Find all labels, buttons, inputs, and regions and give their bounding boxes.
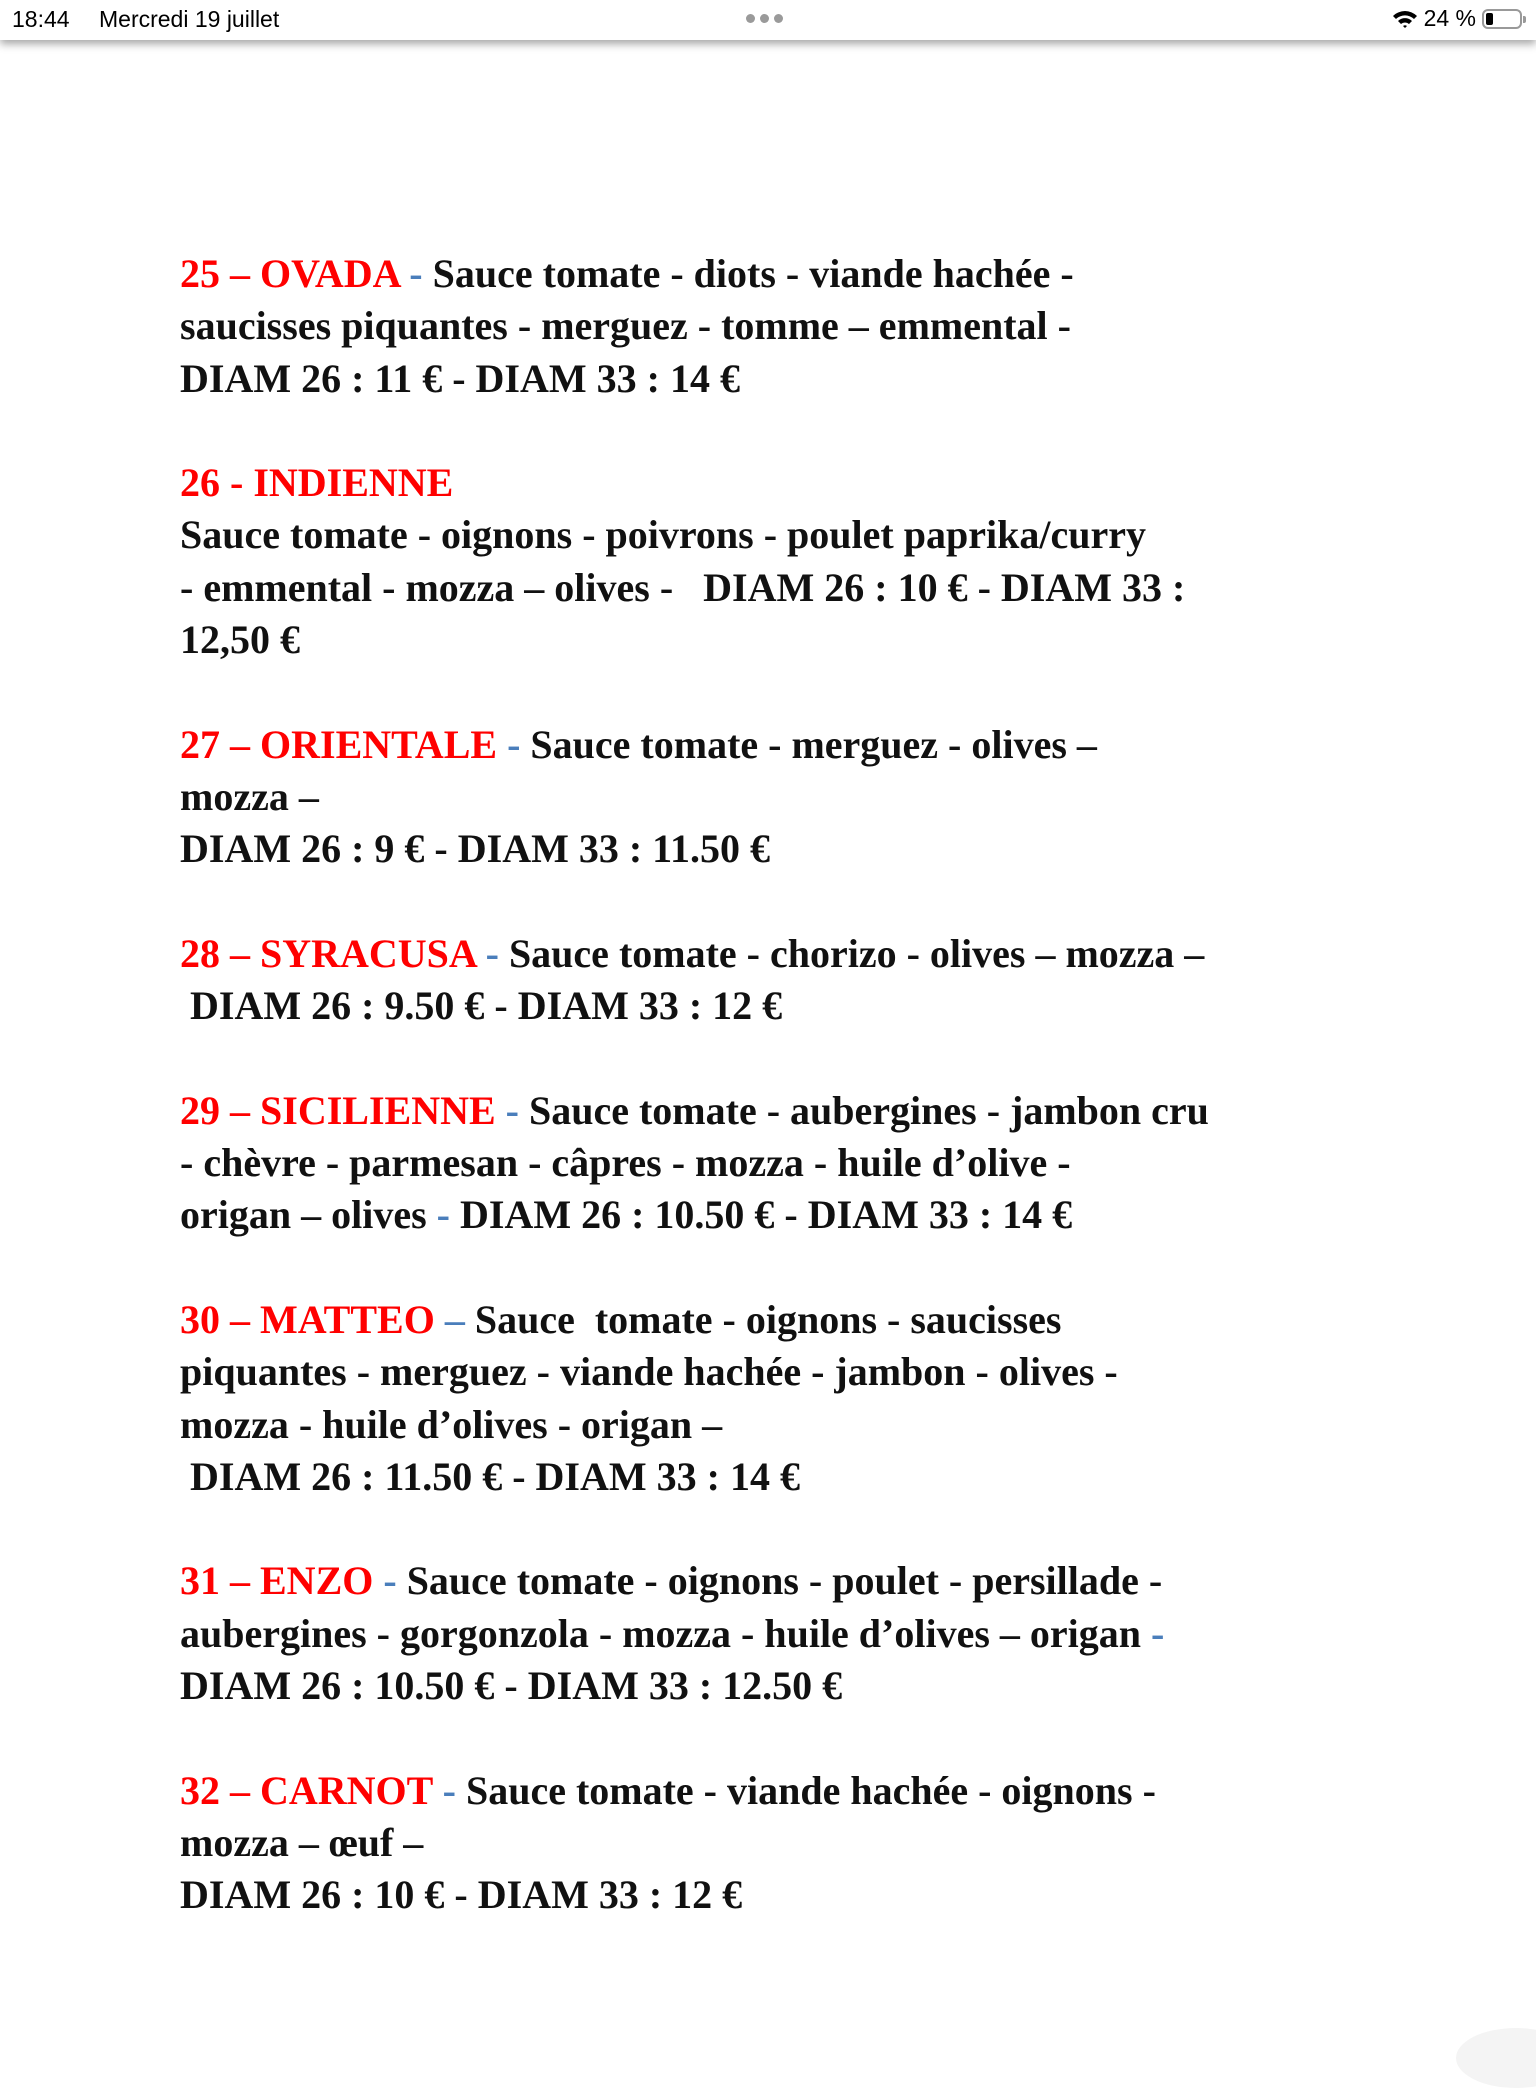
home-indicator-corner	[1456, 2028, 1536, 2088]
pizza-description: saucisses piquantes - merguez - tomme – emmental -	[180, 303, 1071, 349]
wifi-icon	[1392, 9, 1418, 29]
pizza-description: Sauce tomate - viande hachée - oignons -	[465, 1767, 1156, 1813]
menu-item-line	[180, 1608, 1209, 1660]
separator: –	[434, 1296, 475, 1342]
menu-item-line	[180, 300, 1209, 352]
separator: -	[373, 1558, 407, 1604]
menu-item-indienne	[180, 457, 1209, 718]
pizza-description: DIAM 26 : 9.50 € - DIAM 33 : 12 €	[180, 983, 783, 1029]
menu-item-line	[180, 562, 1209, 614]
menu-item-line	[180, 457, 1209, 509]
pizza-description: Sauce tomate - merguez - olives –	[530, 721, 1097, 767]
separator: -	[475, 930, 509, 976]
pizza-description: 12,50 €	[180, 617, 300, 663]
menu-item-line	[180, 353, 1209, 405]
pizza-title: 32 – CARNOT	[180, 1767, 433, 1813]
pizza-description: Sauce tomate - oignons - poivrons - poulet paprika/curry	[180, 512, 1146, 558]
separator: -	[399, 251, 433, 296]
pizza-description: piquantes - merguez - viande hachée - jambon - olives -	[180, 1349, 1118, 1395]
menu-item-carnot	[180, 1765, 1209, 1922]
pizza-description: DIAM 26 : 10.50 € - DIAM 33 : 14 €	[460, 1192, 1073, 1238]
pizza-title: 25 – OVADA	[180, 251, 400, 296]
menu-item-line	[180, 1399, 1209, 1451]
pizza-description: mozza - huile d’olives - origan –	[180, 1401, 723, 1447]
menu-item-sicilienne	[180, 1085, 1209, 1294]
pizza-title: 31 – ENZO	[180, 1558, 374, 1604]
menu-item-orientale	[180, 719, 1209, 928]
menu-item-line	[180, 823, 1209, 875]
pizza-description: DIAM 26 : 10 € - DIAM 33 : 12 €	[180, 1872, 743, 1918]
pizza-description: aubergines - gorgonzola - mozza - huile d’olives – origan	[180, 1610, 1142, 1656]
pizza-description: DIAM 26 : 11.50 € - DIAM 33 : 14 €	[180, 1453, 800, 1499]
status-date: Mercredi 19 juillet	[99, 6, 280, 32]
pizza-title: 27 – ORIENTALE	[180, 721, 498, 767]
menu-item-line	[180, 1085, 1209, 1137]
spacer	[180, 1032, 1209, 1084]
menu-item-line	[180, 1869, 1209, 1921]
separator: -	[1141, 1610, 1165, 1656]
menu-item-line	[180, 1137, 1209, 1189]
spacer	[180, 1503, 1209, 1555]
menu-item-line	[180, 719, 1209, 771]
spacer	[180, 876, 1209, 928]
menu-item-matteo	[180, 1294, 1209, 1555]
more-dots-icon[interactable]	[746, 8, 783, 23]
pizza-description: mozza –	[180, 773, 319, 819]
menu-item-line	[180, 1660, 1209, 1712]
pizza-description: - emmental - mozza – olives - DIAM 26 : 10 € - DIAM 33 :	[180, 564, 1186, 610]
menu-item-line	[180, 771, 1209, 823]
menu-item-line	[180, 509, 1209, 561]
menu-item-syracusa	[180, 928, 1209, 1085]
pizza-description: DIAM 26 : 10.50 € - DIAM 33 : 12.50 €	[180, 1663, 843, 1709]
separator: -	[432, 1767, 466, 1813]
status-time: 18:44	[12, 6, 70, 32]
menu-item-line	[180, 1451, 1209, 1503]
spacer	[180, 1712, 1209, 1764]
menu-item-line	[180, 1765, 1209, 1817]
battery-percent: 24 %	[1423, 5, 1476, 31]
menu-item-line	[180, 1294, 1209, 1346]
pizza-description: - chèvre - parmesan - câpres - mozza - huile d’olive -	[180, 1140, 1071, 1186]
spacer	[180, 405, 1209, 457]
menu-item-enzo	[180, 1555, 1209, 1764]
pizza-title: 26 - INDIENNE	[180, 460, 454, 506]
menu-item-line	[180, 1555, 1209, 1607]
pizza-description: Sauce tomate - diots - viande hachée -	[432, 251, 1074, 296]
battery-icon	[1482, 9, 1522, 29]
menu-item-ovada	[180, 248, 1209, 457]
pizza-description: DIAM 26 : 11 € - DIAM 33 : 14 €	[180, 355, 740, 401]
pizza-description: origan – olives	[180, 1192, 427, 1238]
menu-item-line	[180, 928, 1209, 980]
menu-item-line	[180, 1817, 1209, 1869]
pizza-description: Sauce tomate - oignons - poulet - persillade -	[406, 1558, 1163, 1604]
pizza-description: DIAM 26 : 9 € - DIAM 33 : 11.50 €	[180, 826, 770, 872]
spacer	[180, 666, 1209, 718]
pizza-menu	[180, 248, 1209, 1922]
menu-item-line	[180, 980, 1209, 1032]
separator: -	[426, 1192, 460, 1238]
spacer	[180, 1242, 1209, 1294]
pizza-description: Sauce tomate - chorizo - olives – mozza –	[508, 930, 1205, 976]
menu-item-line	[180, 614, 1209, 666]
separator: -	[497, 721, 531, 767]
menu-item-line	[180, 248, 1209, 300]
pizza-title: 29 – SICILIENNE	[180, 1087, 496, 1133]
pizza-title: 30 – MATTEO	[180, 1296, 435, 1342]
menu-item-line	[180, 1189, 1209, 1241]
menu-item-line	[180, 1346, 1209, 1398]
status-bar	[0, 0, 1536, 40]
separator: -	[495, 1087, 529, 1133]
pizza-description: Sauce tomate - oignons - saucisses	[474, 1296, 1062, 1342]
pizza-description: mozza – œuf –	[180, 1819, 424, 1865]
pizza-title: 28 – SYRACUSA	[180, 930, 476, 976]
pizza-description: Sauce tomate - aubergines - jambon cru	[528, 1087, 1209, 1133]
